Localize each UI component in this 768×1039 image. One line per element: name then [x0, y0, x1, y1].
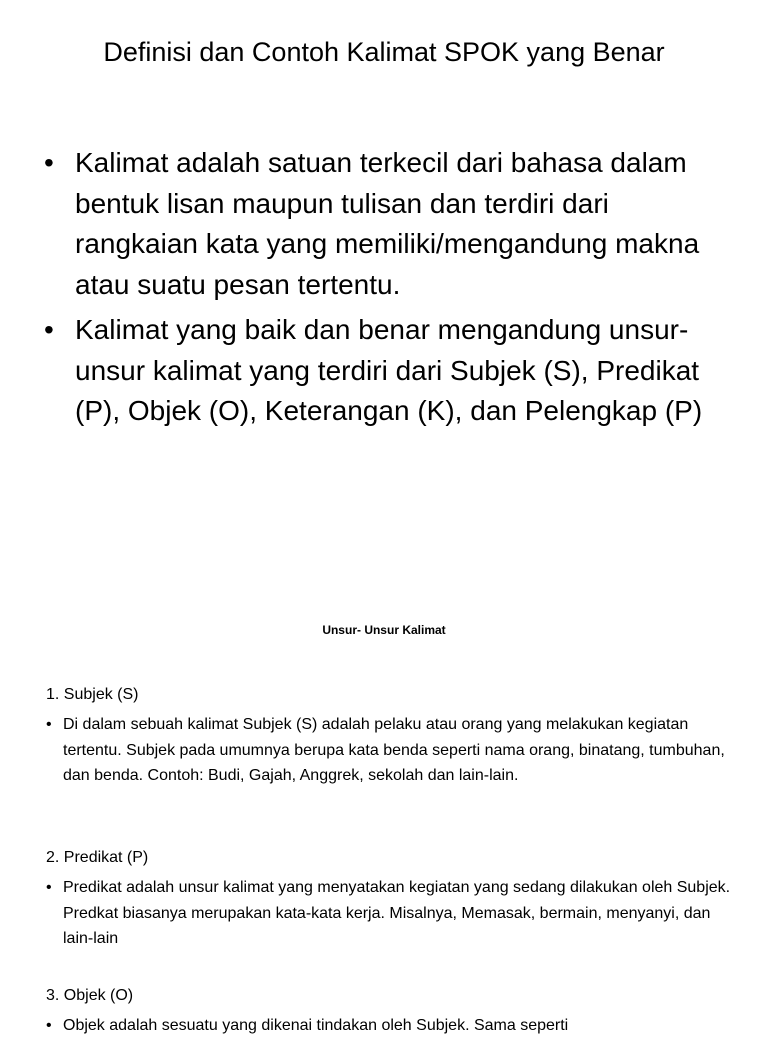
bullet-item [46, 712, 736, 789]
bullet-dot-icon: • [46, 879, 52, 896]
bullet-text: Kalimat yang baik dan benar mengandung unsur-unsur kalimat yang terdiri dari Subjek (S), Predikat (P), Objek (O), Keterangan (K), dan Pelengkap (P) [75, 314, 703, 426]
section-bullet-list [46, 875, 736, 952]
bullet-item [44, 143, 734, 305]
objek-section [46, 986, 736, 1039]
predikat-section [46, 848, 736, 952]
bullet-dot-icon: • [44, 314, 54, 345]
bullet-item [46, 1013, 736, 1039]
bullet-dot-icon: • [46, 716, 52, 733]
section-heading: 2. Predikat (P) [46, 849, 149, 866]
section-heading: 1. Subjek (S) [46, 686, 139, 703]
bullet-dot-icon: • [44, 147, 54, 178]
slide-title: Definisi dan Contoh Kalimat SPOK yang Benar [103, 37, 665, 67]
section-bullet-list [46, 1013, 736, 1039]
bullet-text: Kalimat adalah satuan terkecil dari bahasa dalam bentuk lisan maupun tulisan dan terdiri dari rangkaian kata yang memiliki/mengandung makna atau suatu pesan tertentu. [75, 147, 700, 300]
bullet-item [46, 875, 736, 952]
section-heading: 3. Objek (O) [46, 987, 134, 1004]
subjek-section [46, 685, 736, 789]
bullet-text: Di dalam sebuah kalimat Subjek (S) adalah pelaku atau orang yang melakukan kegiatan tertentu. Subjek pada umumnya berupa kata benda seperti nama orang, binatang, tumbuhan, dan benda. Contoh: Budi, Gajah, Anggrek, sekolah dan lain-lain. [63, 716, 725, 784]
bullet-text: Objek adalah sesuatu yang dikenai tindakan oleh Subjek. Sama seperti [63, 1017, 569, 1034]
definition-bullet-list [44, 143, 734, 437]
bullet-text: Predikat adalah unsur kalimat yang menyatakan kegiatan yang sedang dilakukan oleh Subjek. Predkat biasanya merupakan kata-kata kerja. Misalnya, Memasak, bermain, menyanyi, dan lain-lain [63, 879, 731, 947]
section-title: Unsur- Unsur Kalimat [322, 623, 446, 637]
bullet-dot-icon: • [46, 1017, 52, 1034]
bullet-item [44, 310, 734, 432]
section-bullet-list [46, 712, 736, 789]
